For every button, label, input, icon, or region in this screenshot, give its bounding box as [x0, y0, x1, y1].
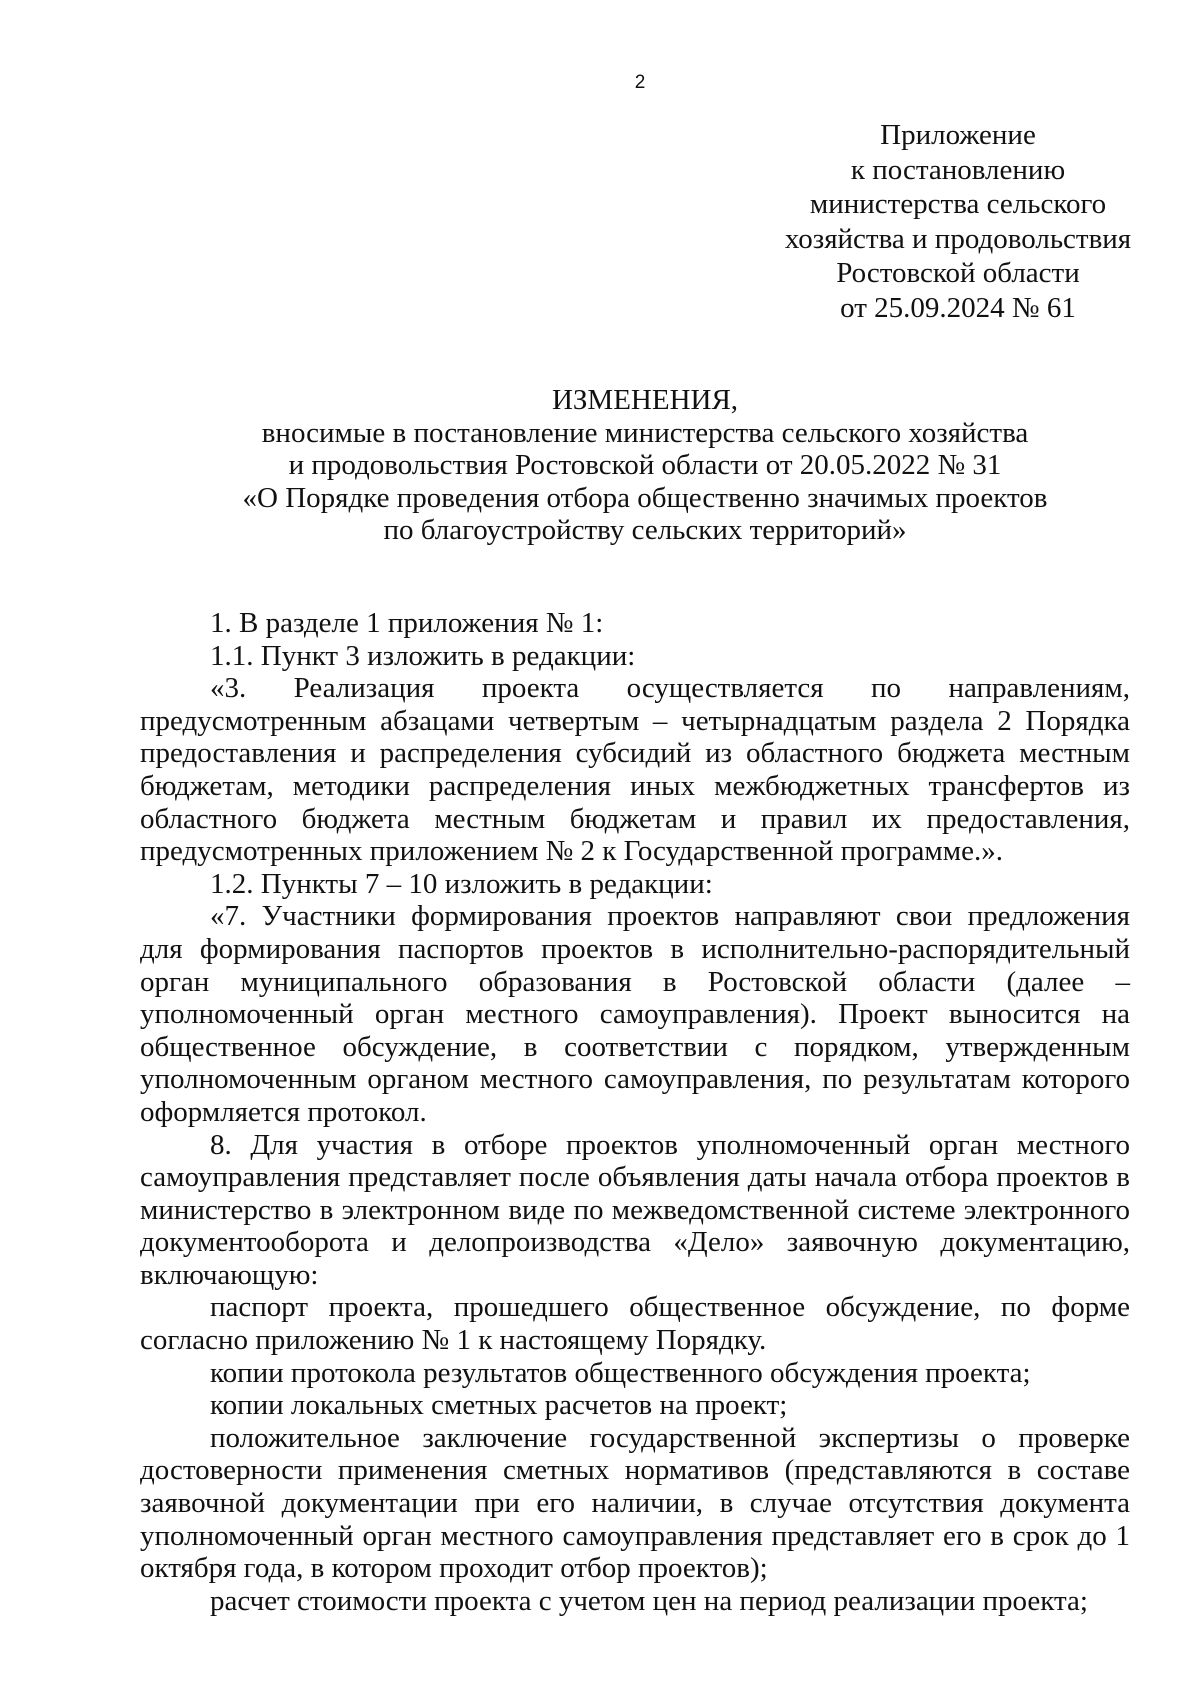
paragraph: 1.2. Пункты 7 – 10 изложить в редакции:	[210, 867, 713, 900]
paragraph: «7. Участники формирования проектов направляют свои предложения для формирования паспортов проектов в исполнительно-распорядительный орган муниципального образования в Ростовской области (далее – уполномоченный орган местного самоуправления). Проект выносится на общественное обсуждение, в соответствии с порядком, утвержденным уполномоченным органом местного самоуправления, по результатам которого оформляется протокол.	[140, 900, 1130, 1128]
title-subtitle-line: по благоустройству сельских территорий»	[383, 514, 907, 546]
paragraph: положительное заключение государственной экспертизы о проверке достоверности применения сметных нормативов (представляются в составе заявочной документации при его наличии, в случае отсутствия документа уполномоченный орган местного самоуправления представляет его в срок до 1 октября года, в котором проходит отбор проектов);	[140, 1421, 1130, 1585]
appendix-line: министерства сельского	[809, 188, 1107, 220]
paragraph: копии протокола результатов общественного обсуждения проекта;	[210, 1356, 1031, 1389]
appendix-block	[768, 118, 1148, 325]
appendix-line: к постановлению	[850, 153, 1066, 186]
document-body	[140, 607, 1130, 1617]
appendix-line: Приложение	[880, 119, 1036, 151]
paragraph: 1.1. Пункт 3 изложить в редакции:	[210, 639, 636, 672]
title-heading: ИЗМЕНЕНИЯ,	[551, 384, 739, 416]
paragraph: расчет стоимости проекта с учетом цен на период реализации проекта;	[210, 1584, 1088, 1617]
paragraph: «3. Реализация проекта осуществляется по направлениям, предусмотренным абзацами четвертым – четырнадцатым раздела 2 Порядка предоставления и распределения субсидий из областного бюджета местным бюджетам, методики распределения иных межбюджетных трансфертов из областного бюджета местным бюджетам и правил их предоставления, предусмотренных приложением № 2 к Государственной программе.».	[140, 672, 1130, 868]
document-title	[140, 384, 1150, 547]
appendix-line: от 25.09.2024 № 61	[840, 291, 1076, 324]
title-subtitle-line: вносимые в постановление министерства сельского хозяйства	[261, 416, 1029, 449]
page-number: 2	[634, 72, 646, 93]
paragraph: 8. Для участия в отборе проектов уполномоченный орган местного самоуправления представляет после объявления даты начала отбора проектов в министерство в электронном виде по межведомственной системе электронного документооборота и делопроизводства «Дело» заявочную документацию, включающую:	[140, 1128, 1130, 1291]
title-subtitle-line: и продовольствия Ростовской области от 20.05.2022 № 31	[288, 449, 1002, 481]
appendix-line: хозяйства и продовольствия	[784, 222, 1132, 255]
title-subtitle-line: «О Порядке проведения отбора общественно значимых проектов	[242, 481, 1048, 514]
paragraph: 1. В разделе 1 приложения № 1:	[210, 607, 604, 639]
paragraph: паспорт проекта, прошедшего общественное обсуждение, по форме согласно приложению № 1 к настоящему Порядку.	[140, 1291, 1130, 1357]
paragraph: копии локальных сметных расчетов на проект;	[210, 1389, 788, 1422]
appendix-line: Ростовской области	[836, 257, 1080, 289]
